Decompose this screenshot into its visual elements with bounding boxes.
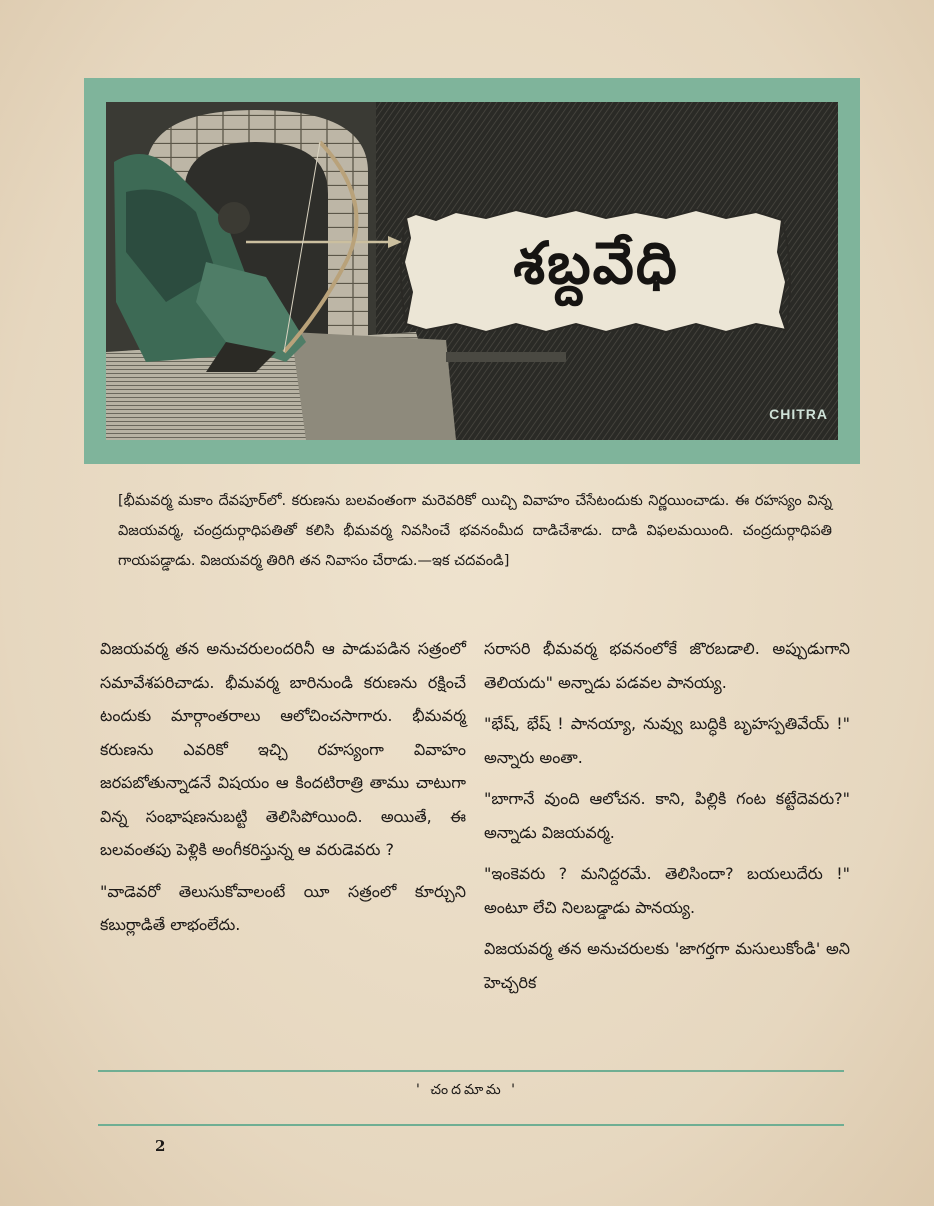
paragraph: "ఇంకెవరు ? మనిద్దరమే. తెలిసిందా? బయలుదేరు !" అంటూ లేచి నిలబడ్డాడు పానయ్య.	[484, 864, 850, 917]
paragraph: విజయవర్మ తన అనుచరులందరినీ ఆ పాడుపడిన సత్రంలో సమావేశపరిచాడు. భీమవర్మ బారినుండి కరుణను రక్షించే టందుకు మార్గాంతరాలు ఆలోచించసాగారు. భీమవర్మ కరుణను ఎవరికో ఇచ్చి రహస్యంగా వివాహం జరపబోతున్నాడనే విషయం ఆ కిందటిరాత్రి తాము చాటుగా విన్న సంభాషణనుబట్టి తెలిసిపోయింది. అయితే, ఈ బలవంతపు పెళ్లికి అంగీకరిస్తున్న ఆ వరుడెవరు ?	[100, 639, 466, 859]
page-number: 2	[155, 1137, 166, 1155]
story-recap: [భీమవర్మ మకాం దేవపూర్‌లో. కరుణను బలవంతంగా మరెవరికో యిచ్చి వివాహం చేసేటందుకు నిర్ణయించాడు. ఈ రహస్యం విన్న విజయవర్మ, చంద్రదుర్గాధిపతితో కలిసి భీమవర్మ నివసించే భవనంమీద దాడిచేశాడు. దాడి విఫలమయింది. చంద్రదుర్గాధిపతి గాయపడ్డాడు. విజయవర్మ తిరిగి తన నివాసం చేరాడు.—ఇక చదవండి]	[118, 493, 832, 569]
footer-divider-top	[98, 1070, 844, 1072]
paragraph: "వాడెవరో తెలుసుకోవాలంటే యీ సత్రంలో కూర్చుని కబుర్లాడితే లాభంలేదు.	[100, 881, 466, 934]
header-illustration	[106, 102, 838, 440]
text-column-left	[100, 632, 466, 950]
header-banner	[84, 78, 860, 464]
magazine-name: ' చందమామ '	[416, 1082, 518, 1098]
paragraph: "భేష్, భేష్ ! పానయ్యా, నువ్వు బుద్ధికి బృహస్పతివేయ్ !" అన్నారు అంతా.	[484, 714, 850, 767]
text-column-right	[484, 632, 850, 1007]
paragraph: విజయవర్మ తన అనుచరులకు 'జాగర్తగా మసులుకోండి' అని హెచ్చరిక	[484, 939, 850, 992]
artist-signature: CHITRA	[769, 406, 828, 422]
paragraph: సరాసరి భీమవర్మ భవనంలోకే జొరబడాలి. అప్పుడుగాని తెలియదు" అన్నాడు పడవల పానయ్య.	[484, 639, 850, 692]
story-title: శబ్దవేధి	[513, 228, 679, 297]
paragraph: "బాగానే వుంది ఆలోచన. కాని, పిల్లికి గంట కట్టేదెవరు?" అన్నాడు విజయవర్మ.	[484, 789, 850, 842]
footer-divider-bottom	[98, 1124, 844, 1126]
